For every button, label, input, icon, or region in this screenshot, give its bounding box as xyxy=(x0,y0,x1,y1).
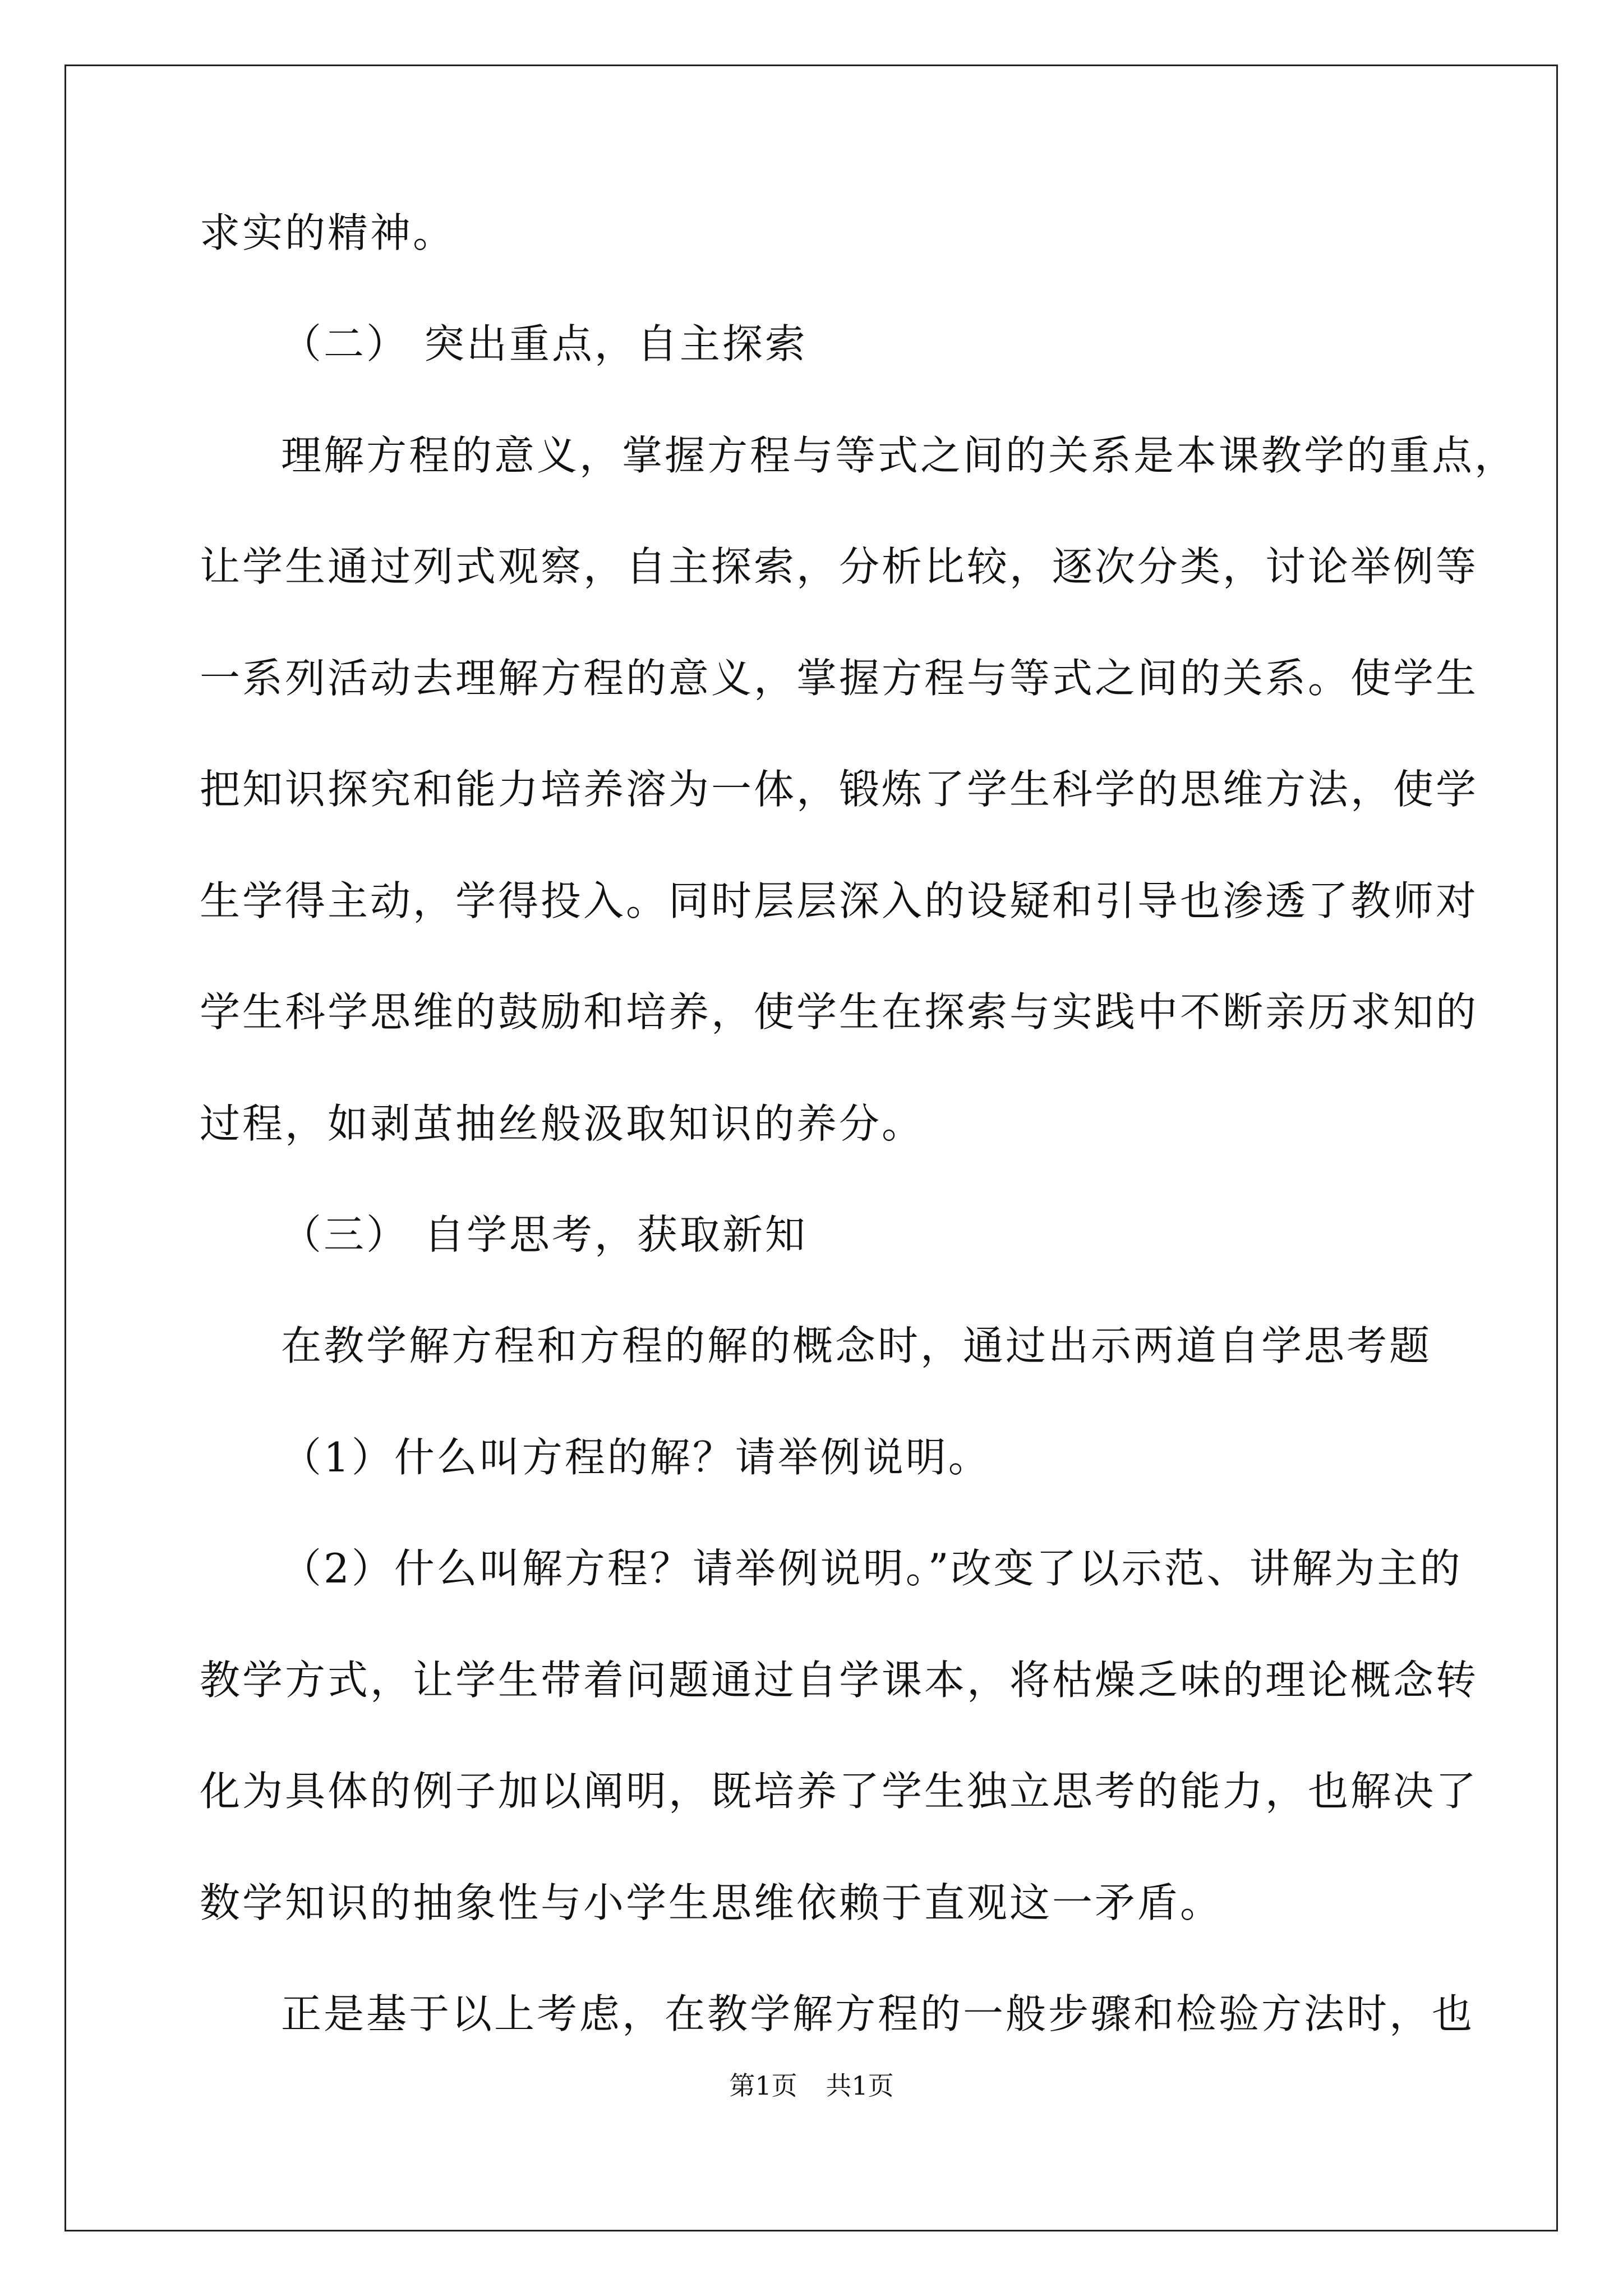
text-line: 让学生通过列式观察，自主探索，分析比较，逐次分类，讨论举例等 xyxy=(200,543,1479,590)
section-heading: （三） 自学思考，获取新知 xyxy=(281,1211,808,1258)
text-line: 一系列活动去理解方程的意义，掌握方程与等式之间的关系。使学生 xyxy=(200,655,1479,702)
text-line: 数学知识的抽象性与小学生思维依赖于直观这一矛盾。 xyxy=(200,1879,1223,1926)
page-total: 共1页 xyxy=(826,2070,894,2101)
text-line: 在教学解方程和方程的解的概念时，通过出示两道自学思考题 xyxy=(281,1322,1432,1369)
section-heading: （二） 突出重点，自主探索 xyxy=(281,320,808,367)
text-line: 把知识探究和能力培养溶为一体，锻炼了学生科学的思维方法，使学 xyxy=(200,766,1479,813)
text-line: 教学方式，让学生带着问题通过自学课本，将枯燥乏味的理论概念转 xyxy=(200,1657,1479,1704)
page-footer xyxy=(0,2069,1623,2102)
page-number: 第1页 xyxy=(729,2070,797,2101)
text-line: 正是基于以上考虑，在教学解方程的一般步骤和检验方法时，也 xyxy=(281,1990,1475,2037)
text-line: 生学得主动，学得投入。同时层层深入的设疑和引导也渗透了教师对 xyxy=(200,877,1479,924)
text-line: 理解方程的意义，掌握方程与等式之间的关系是本课教学的重点， xyxy=(281,432,1518,479)
list-item: （2）什么叫解方程？请举例说明。”改变了以示范、讲解为主的 xyxy=(281,1545,1463,1592)
text-line: 化为具体的例子加以阐明，既培养了学生独立思考的能力，也解决了 xyxy=(200,1768,1479,1815)
text-line: 学生科学思维的鼓励和培养，使学生在探索与实践中不断亲历求知的 xyxy=(200,988,1479,1036)
text-line: 过程，如剥茧抽丝般汲取知识的养分。 xyxy=(200,1100,925,1147)
list-item: （1）什么叫方程的解？请举例说明。 xyxy=(281,1434,991,1481)
text-line: 求实的精神。 xyxy=(200,209,456,256)
